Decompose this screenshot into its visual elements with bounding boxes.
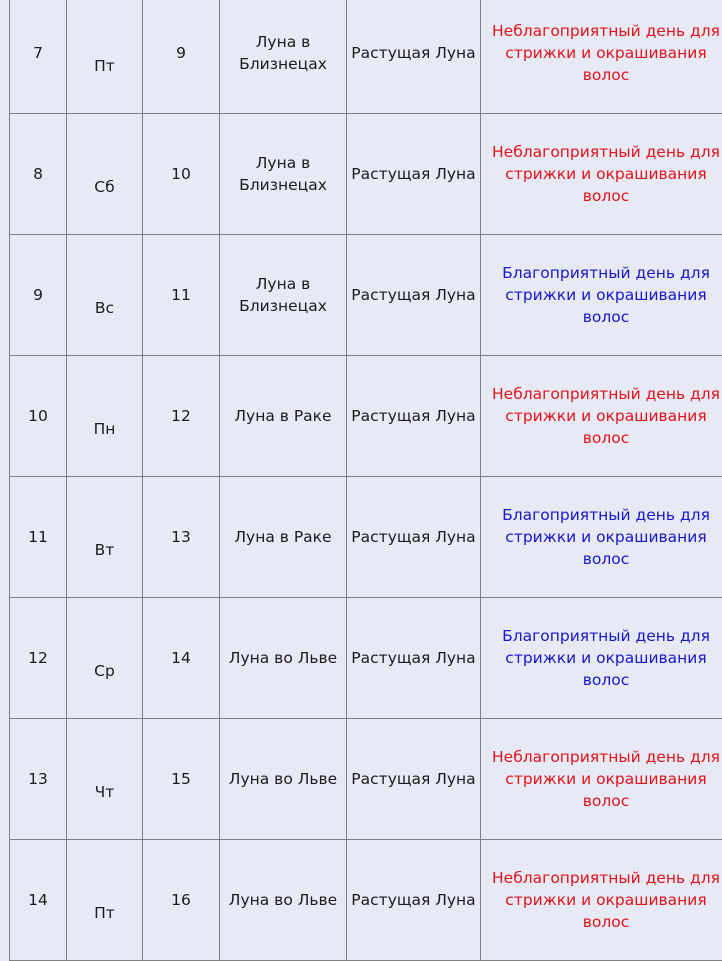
weekday: Вс: [95, 299, 114, 317]
day-number-cell: [10, 840, 67, 961]
moon-phase-cell: [347, 114, 481, 235]
day-number-cell: [10, 0, 67, 114]
weekday: Пт: [94, 904, 115, 922]
day-number-cell: [10, 114, 67, 235]
moon-phase: Растущая Луна: [351, 165, 475, 183]
moon-phase-cell: [347, 719, 481, 840]
table-row: [10, 719, 722, 840]
haircut-forecast: Неблагоприятный день для стрижки и окрашивания волос: [492, 22, 720, 84]
lunar-day: 16: [171, 891, 191, 909]
day-number: 8: [33, 163, 43, 185]
moon-phase: Растущая Луна: [351, 44, 475, 62]
day-number: 14: [28, 889, 48, 911]
moon-phase-cell: [347, 356, 481, 477]
lunar-day: 15: [171, 770, 191, 788]
weekday: Вт: [95, 541, 115, 559]
moon-phase: Растущая Луна: [351, 770, 475, 788]
weekday: Пн: [94, 420, 116, 438]
table-row: [10, 356, 722, 477]
forecast-cell: [481, 840, 722, 961]
weekday: Ср: [94, 662, 115, 680]
forecast-cell: [481, 598, 722, 719]
weekday-cell: [67, 356, 143, 477]
forecast-cell: [481, 356, 722, 477]
table-row: [10, 840, 722, 961]
day-number: 11: [28, 526, 48, 548]
lunar-day: 9: [176, 44, 186, 62]
weekday: Пт: [94, 57, 115, 75]
moon-phase: Растущая Луна: [351, 649, 475, 667]
moon-sign: Луна во Льве: [229, 891, 337, 909]
haircut-forecast: Неблагоприятный день для стрижки и окрашивания волос: [492, 748, 720, 810]
day-number-cell: [10, 356, 67, 477]
lunar-day-cell: [143, 477, 220, 598]
table-row: [10, 477, 722, 598]
moon-phase: Растущая Луна: [351, 528, 475, 546]
moon-sign: Луна в Близнецах: [239, 33, 327, 73]
moon-phase-cell: [347, 477, 481, 598]
day-number: 12: [28, 647, 48, 669]
moon-sign-cell: [220, 719, 347, 840]
moon-sign: Луна в Близнецах: [239, 275, 327, 315]
weekday-cell: [67, 235, 143, 356]
day-number: 7: [33, 42, 43, 64]
moon-phase: Растущая Луна: [351, 407, 475, 425]
lunar-day-cell: [143, 719, 220, 840]
day-number: 10: [28, 405, 48, 427]
weekday-cell: [67, 598, 143, 719]
lunar-day-cell: [143, 114, 220, 235]
lunar-day: 11: [171, 286, 191, 304]
day-number-cell: [10, 598, 67, 719]
moon-sign-cell: [220, 356, 347, 477]
table-row: [10, 235, 722, 356]
forecast-cell: [481, 0, 722, 114]
moon-sign-cell: [220, 840, 347, 961]
table-row: [10, 114, 722, 235]
haircut-forecast: Неблагоприятный день для стрижки и окрашивания волос: [492, 385, 720, 447]
moon-sign-cell: [220, 235, 347, 356]
weekday: Чт: [95, 783, 115, 801]
forecast-cell: [481, 477, 722, 598]
haircut-forecast: Благоприятный день для стрижки и окрашивания волос: [502, 506, 710, 568]
lunar-day: 10: [171, 165, 191, 183]
weekday-cell: [67, 719, 143, 840]
moon-phase-cell: [347, 0, 481, 114]
lunar-day: 13: [171, 528, 191, 546]
moon-phase: Растущая Луна: [351, 891, 475, 909]
moon-sign: Луна в Раке: [234, 528, 331, 546]
moon-phase-cell: [347, 235, 481, 356]
moon-sign: Луна во Льве: [229, 649, 337, 667]
lunar-day: 14: [171, 649, 191, 667]
lunar-day-cell: [143, 0, 220, 114]
moon-sign: Луна во Льве: [229, 770, 337, 788]
haircut-forecast: Благоприятный день для стрижки и окрашивания волос: [502, 627, 710, 689]
day-number-cell: [10, 719, 67, 840]
moon-sign: Луна в Раке: [234, 407, 331, 425]
day-number: 9: [33, 284, 43, 306]
haircut-forecast: Неблагоприятный день для стрижки и окрашивания волос: [492, 869, 720, 931]
moon-phase-cell: [347, 598, 481, 719]
forecast-cell: [481, 235, 722, 356]
haircut-forecast: Благоприятный день для стрижки и окрашивания волос: [502, 264, 710, 326]
moon-phase-cell: [347, 840, 481, 961]
day-number-cell: [10, 477, 67, 598]
lunar-haircut-calendar-table: [9, 0, 722, 961]
forecast-cell: [481, 719, 722, 840]
table-row: [10, 598, 722, 719]
weekday-cell: [67, 114, 143, 235]
moon-sign-cell: [220, 0, 347, 114]
day-number-cell: [10, 235, 67, 356]
moon-phase: Растущая Луна: [351, 286, 475, 304]
moon-sign-cell: [220, 598, 347, 719]
lunar-day-cell: [143, 235, 220, 356]
lunar-day-cell: [143, 598, 220, 719]
lunar-day: 12: [171, 407, 191, 425]
lunar-day-cell: [143, 840, 220, 961]
moon-sign: Луна в Близнецах: [239, 154, 327, 194]
lunar-day-cell: [143, 356, 220, 477]
weekday-cell: [67, 840, 143, 961]
day-number: 13: [28, 768, 48, 790]
moon-sign-cell: [220, 114, 347, 235]
table-row: [10, 0, 722, 114]
moon-sign-cell: [220, 477, 347, 598]
forecast-cell: [481, 114, 722, 235]
haircut-forecast: Неблагоприятный день для стрижки и окрашивания волос: [492, 143, 720, 205]
weekday-cell: [67, 477, 143, 598]
table-body: [10, 0, 722, 961]
weekday: Сб: [94, 178, 114, 196]
weekday-cell: [67, 0, 143, 114]
